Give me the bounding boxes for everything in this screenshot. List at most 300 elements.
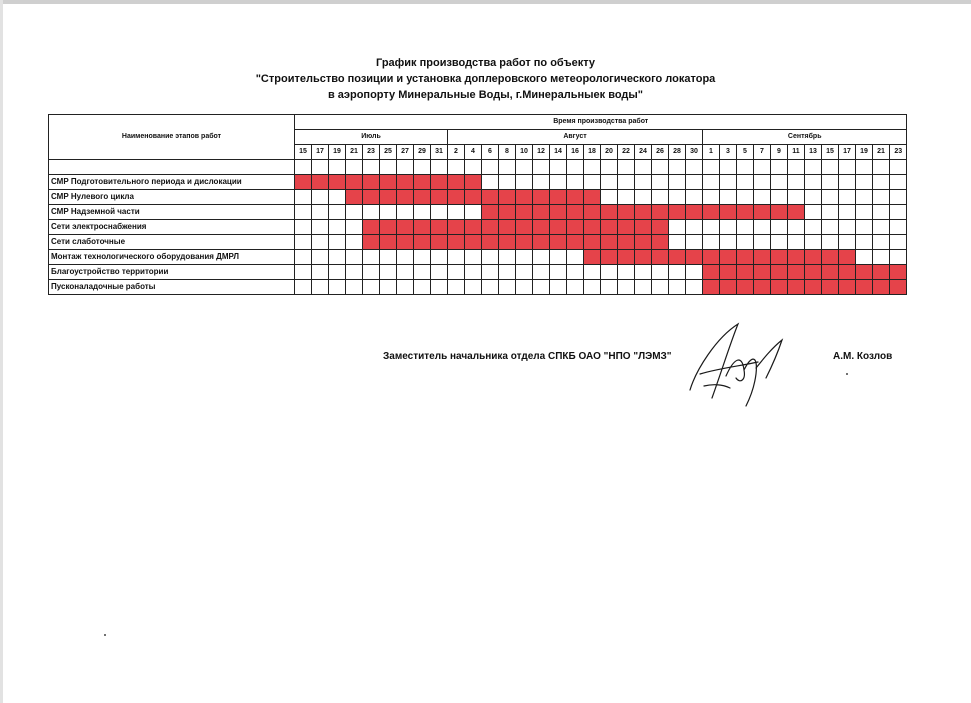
- gantt-empty-cell: [414, 205, 431, 220]
- gantt-empty-cell: [652, 280, 669, 295]
- gantt-bar-cell: [822, 250, 839, 265]
- gantt-empty-cell: [516, 280, 533, 295]
- handwritten-signature: [682, 318, 792, 410]
- gantt-bar-cell: [635, 235, 652, 250]
- scan-speck: [846, 373, 848, 375]
- gantt-empty-cell: [397, 280, 414, 295]
- gantt-bar-cell: [652, 220, 669, 235]
- day-header: 7: [754, 145, 771, 160]
- scan-edge-left: [0, 0, 3, 703]
- empty-cell: [703, 160, 720, 175]
- gantt-empty-cell: [669, 190, 686, 205]
- gantt-empty-cell: [686, 220, 703, 235]
- gantt-bar-cell: [567, 235, 584, 250]
- gantt-bar-cell: [465, 235, 482, 250]
- gantt-bar-cell: [414, 235, 431, 250]
- gantt-empty-cell: [465, 265, 482, 280]
- empty-cell: [737, 160, 754, 175]
- gantt-empty-cell: [414, 250, 431, 265]
- gantt-bar-cell: [414, 175, 431, 190]
- gantt-empty-cell: [584, 265, 601, 280]
- gantt-bar-cell: [550, 235, 567, 250]
- gantt-bar-cell: [652, 205, 669, 220]
- gantt-empty-cell: [363, 265, 380, 280]
- month-header: Август: [448, 130, 703, 145]
- gantt-bar-cell: [652, 250, 669, 265]
- gantt-empty-cell: [533, 175, 550, 190]
- gantt-empty-cell: [346, 280, 363, 295]
- gantt-empty-cell: [805, 175, 822, 190]
- gantt-empty-cell: [686, 190, 703, 205]
- gantt-bar-cell: [363, 190, 380, 205]
- gantt-empty-cell: [601, 190, 618, 205]
- gantt-bar-cell: [771, 205, 788, 220]
- gantt-empty-cell: [533, 280, 550, 295]
- gantt-bar-cell: [601, 250, 618, 265]
- gantt-bar-cell: [431, 175, 448, 190]
- gantt-empty-cell: [295, 220, 312, 235]
- stage-column-header: Наименование этапов работ: [49, 115, 295, 160]
- day-header: 21: [346, 145, 363, 160]
- stage-row: [49, 175, 907, 190]
- gantt-bar-cell: [873, 265, 890, 280]
- gantt-empty-cell: [312, 220, 329, 235]
- gantt-bar-cell: [788, 280, 805, 295]
- gantt-empty-cell: [346, 220, 363, 235]
- gantt-empty-cell: [703, 175, 720, 190]
- gantt-empty-cell: [839, 190, 856, 205]
- gantt-empty-cell: [873, 220, 890, 235]
- gantt-empty-cell: [295, 205, 312, 220]
- gantt-empty-cell: [363, 250, 380, 265]
- gantt-empty-cell: [499, 175, 516, 190]
- gantt-empty-cell: [805, 235, 822, 250]
- gantt-bar-cell: [873, 280, 890, 295]
- gantt-bar-cell: [771, 280, 788, 295]
- gantt-empty-cell: [754, 220, 771, 235]
- gantt-empty-cell: [771, 235, 788, 250]
- gantt-empty-cell: [363, 205, 380, 220]
- gantt-empty-cell: [550, 280, 567, 295]
- empty-cell: [635, 160, 652, 175]
- gantt-empty-cell: [703, 220, 720, 235]
- gantt-empty-cell: [465, 280, 482, 295]
- gantt-empty-cell: [499, 250, 516, 265]
- stage-row: [49, 280, 907, 295]
- gantt-empty-cell: [329, 250, 346, 265]
- gantt-empty-cell: [533, 265, 550, 280]
- stage-row: [49, 220, 907, 235]
- day-header: 31: [431, 145, 448, 160]
- gantt-bar-cell: [550, 190, 567, 205]
- gantt-empty-cell: [329, 220, 346, 235]
- gantt-empty-cell: [482, 175, 499, 190]
- gantt-empty-cell: [856, 220, 873, 235]
- gantt-bar-cell: [380, 175, 397, 190]
- gantt-bar-cell: [550, 205, 567, 220]
- gantt-empty-cell: [584, 280, 601, 295]
- gantt-empty-cell: [822, 235, 839, 250]
- gantt-bar-cell: [720, 250, 737, 265]
- gantt-bar-cell: [380, 190, 397, 205]
- gantt-bar-cell: [839, 250, 856, 265]
- day-header: 18: [584, 145, 601, 160]
- gantt-bar-cell: [567, 220, 584, 235]
- gantt-empty-cell: [584, 175, 601, 190]
- document-title-line-3: в аэропорту Минеральные Воды, г.Минеральныек воды": [327, 89, 644, 101]
- gantt-bar-cell: [669, 250, 686, 265]
- gantt-bar-cell: [737, 205, 754, 220]
- gantt-empty-cell: [567, 280, 584, 295]
- gantt-bar-cell: [312, 175, 329, 190]
- gantt-empty-cell: [329, 190, 346, 205]
- day-header: 21: [873, 145, 890, 160]
- gantt-empty-cell: [482, 250, 499, 265]
- stage-name: Монтаж технологического оборудования ДМРЛ: [49, 250, 295, 265]
- gantt-bar-cell: [635, 250, 652, 265]
- gantt-empty-cell: [516, 175, 533, 190]
- gantt-bar-cell: [584, 235, 601, 250]
- gantt-empty-cell: [822, 175, 839, 190]
- gantt-bar-cell: [567, 190, 584, 205]
- day-header: 19: [856, 145, 873, 160]
- gantt-empty-cell: [669, 175, 686, 190]
- gantt-empty-cell: [873, 175, 890, 190]
- gantt-empty-cell: [890, 205, 907, 220]
- day-header: 16: [567, 145, 584, 160]
- gantt-bar-cell: [822, 280, 839, 295]
- empty-cell: [873, 160, 890, 175]
- gantt-empty-cell: [601, 175, 618, 190]
- gantt-bar-cell: [669, 205, 686, 220]
- month-header: Июль: [295, 130, 448, 145]
- day-header: 12: [533, 145, 550, 160]
- empty-cell: [533, 160, 550, 175]
- day-header: 23: [890, 145, 907, 160]
- gantt-empty-cell: [312, 235, 329, 250]
- gantt-bar-cell: [856, 280, 873, 295]
- day-header: 11: [788, 145, 805, 160]
- document-title-line-2: "Строительство позиции и установка доплеровского метеорологического локатора: [255, 73, 716, 85]
- gantt-bar-cell: [618, 205, 635, 220]
- stage-name: Благоустройство территории: [49, 265, 295, 280]
- gantt-bar-cell: [516, 220, 533, 235]
- gantt-bar-cell: [771, 250, 788, 265]
- gantt-bar-cell: [822, 265, 839, 280]
- gantt-empty-cell: [856, 175, 873, 190]
- gantt-bar-cell: [533, 190, 550, 205]
- gantt-empty-cell: [873, 205, 890, 220]
- gantt-empty-cell: [295, 250, 312, 265]
- gantt-bar-cell: [448, 175, 465, 190]
- empty-cell: [346, 160, 363, 175]
- gantt-empty-cell: [686, 235, 703, 250]
- gantt-empty-cell: [839, 235, 856, 250]
- gantt-empty-cell: [890, 220, 907, 235]
- empty-cell: [482, 160, 499, 175]
- day-header: 30: [686, 145, 703, 160]
- gantt-bar-cell: [720, 280, 737, 295]
- gantt-empty-cell: [788, 220, 805, 235]
- gantt-empty-cell: [890, 190, 907, 205]
- gantt-empty-cell: [567, 265, 584, 280]
- day-header: 14: [550, 145, 567, 160]
- gantt-empty-cell: [686, 175, 703, 190]
- day-header: 2: [448, 145, 465, 160]
- gantt-empty-cell: [686, 280, 703, 295]
- gantt-empty-cell: [312, 250, 329, 265]
- gantt-empty-cell: [618, 175, 635, 190]
- day-header: 29: [414, 145, 431, 160]
- gantt-bar-cell: [686, 205, 703, 220]
- gantt-bar-cell: [703, 265, 720, 280]
- gantt-empty-cell: [329, 205, 346, 220]
- gantt-bar-cell: [397, 175, 414, 190]
- gantt-empty-cell: [873, 235, 890, 250]
- gantt-empty-cell: [669, 265, 686, 280]
- day-header: 5: [737, 145, 754, 160]
- gantt-empty-cell: [805, 190, 822, 205]
- gantt-bar-cell: [805, 265, 822, 280]
- gantt-bar-cell: [754, 250, 771, 265]
- gantt-empty-cell: [839, 220, 856, 235]
- gantt-empty-cell: [499, 280, 516, 295]
- gantt-empty-cell: [890, 250, 907, 265]
- empty-cell: [363, 160, 380, 175]
- gantt-bar-cell: [346, 190, 363, 205]
- gantt-bar-cell: [737, 265, 754, 280]
- gantt-empty-cell: [669, 235, 686, 250]
- gantt-empty-cell: [737, 220, 754, 235]
- gantt-empty-cell: [329, 265, 346, 280]
- empty-cell: [788, 160, 805, 175]
- gantt-bar-cell: [533, 205, 550, 220]
- gantt-bar-cell: [431, 190, 448, 205]
- gantt-bar-cell: [635, 220, 652, 235]
- gantt-empty-cell: [380, 250, 397, 265]
- empty-cell: [822, 160, 839, 175]
- empty-cell: [686, 160, 703, 175]
- gantt-empty-cell: [720, 175, 737, 190]
- gantt-bar-cell: [584, 205, 601, 220]
- stage-name: Сети электроснабжения: [49, 220, 295, 235]
- gantt-bar-cell: [465, 190, 482, 205]
- gantt-bar-cell: [346, 175, 363, 190]
- empty-cell: [618, 160, 635, 175]
- stage-name: Пусконаладочные работы: [49, 280, 295, 295]
- gantt-bar-cell: [601, 235, 618, 250]
- day-header: 15: [822, 145, 839, 160]
- gantt-empty-cell: [737, 235, 754, 250]
- stage-name: СМР Подготовительного периода и дислокации: [49, 175, 295, 190]
- gantt-bar-cell: [516, 205, 533, 220]
- gantt-bar-cell: [754, 205, 771, 220]
- gantt-bar-cell: [482, 205, 499, 220]
- gantt-bar-cell: [703, 205, 720, 220]
- gantt-bar-cell: [431, 235, 448, 250]
- stage-row: [49, 250, 907, 265]
- gantt-bar-cell: [703, 250, 720, 265]
- gantt-bar-cell: [363, 175, 380, 190]
- gantt-bar-cell: [363, 220, 380, 235]
- gantt-bar-cell: [550, 220, 567, 235]
- gantt-empty-cell: [618, 190, 635, 205]
- gantt-bar-cell: [448, 220, 465, 235]
- empty-cell: [567, 160, 584, 175]
- gantt-empty-cell: [788, 190, 805, 205]
- gantt-empty-cell: [465, 205, 482, 220]
- gantt-empty-cell: [550, 250, 567, 265]
- empty-cell: [754, 160, 771, 175]
- gantt-bar-cell: [431, 220, 448, 235]
- gantt-bar-cell: [754, 265, 771, 280]
- gantt-empty-cell: [346, 205, 363, 220]
- document-title-line-1: График производства работ по объекту: [376, 57, 595, 69]
- gantt-empty-cell: [754, 175, 771, 190]
- gantt-empty-cell: [856, 205, 873, 220]
- day-header: 25: [380, 145, 397, 160]
- gantt-bar-cell: [363, 235, 380, 250]
- gantt-bar-cell: [533, 220, 550, 235]
- gantt-empty-cell: [482, 265, 499, 280]
- empty-cell: [890, 160, 907, 175]
- signer-name: А.М. Козлов: [833, 351, 893, 362]
- gantt-empty-cell: [516, 250, 533, 265]
- gantt-empty-cell: [448, 265, 465, 280]
- empty-cell: [771, 160, 788, 175]
- gantt-bar-cell: [499, 190, 516, 205]
- day-header: 19: [329, 145, 346, 160]
- day-header: 22: [618, 145, 635, 160]
- gantt-empty-cell: [720, 190, 737, 205]
- empty-cell: [312, 160, 329, 175]
- day-header: 6: [482, 145, 499, 160]
- gantt-empty-cell: [516, 265, 533, 280]
- gantt-bar-cell: [482, 190, 499, 205]
- gantt-empty-cell: [771, 175, 788, 190]
- gantt-empty-cell: [431, 250, 448, 265]
- gantt-empty-cell: [312, 205, 329, 220]
- day-header: 4: [465, 145, 482, 160]
- gantt-bar-cell: [788, 205, 805, 220]
- gantt-empty-cell: [567, 250, 584, 265]
- gantt-bar-cell: [805, 280, 822, 295]
- gantt-empty-cell: [652, 190, 669, 205]
- empty-cell: [839, 160, 856, 175]
- gantt-bar-cell: [618, 220, 635, 235]
- gantt-empty-cell: [720, 220, 737, 235]
- month-header: Сентябрь: [703, 130, 907, 145]
- empty-cell: [601, 160, 618, 175]
- gantt-bar-cell: [788, 250, 805, 265]
- empty-cell: [550, 160, 567, 175]
- gantt-bar-cell: [397, 220, 414, 235]
- gantt-bar-cell: [380, 220, 397, 235]
- empty-cell: [499, 160, 516, 175]
- gantt-empty-cell: [856, 235, 873, 250]
- gantt-bar-cell: [448, 235, 465, 250]
- gantt-bar-cell: [754, 280, 771, 295]
- gantt-bar-cell: [482, 235, 499, 250]
- blank-row: [49, 160, 907, 175]
- gantt-empty-cell: [856, 190, 873, 205]
- gantt-empty-cell: [788, 235, 805, 250]
- gantt-bar-cell: [686, 250, 703, 265]
- gantt-empty-cell: [329, 280, 346, 295]
- gantt-empty-cell: [499, 265, 516, 280]
- signer-role: Заместитель начальника отдела СПКБ ОАО "НПО "ЛЭМЗ": [383, 351, 672, 362]
- gantt-empty-cell: [771, 220, 788, 235]
- day-header: 1: [703, 145, 720, 160]
- gantt-bar-cell: [839, 280, 856, 295]
- day-header: 13: [805, 145, 822, 160]
- gantt-empty-cell: [295, 190, 312, 205]
- gantt-bar-cell: [397, 235, 414, 250]
- gantt-bar-cell: [618, 250, 635, 265]
- gantt-schedule-table: [48, 114, 907, 295]
- day-header: 10: [516, 145, 533, 160]
- gantt-empty-cell: [567, 175, 584, 190]
- gantt-empty-cell: [669, 220, 686, 235]
- gantt-empty-cell: [533, 250, 550, 265]
- gantt-bar-cell: [516, 190, 533, 205]
- gantt-bar-cell: [584, 190, 601, 205]
- gantt-bar-cell: [890, 280, 907, 295]
- empty-cell: [329, 160, 346, 175]
- gantt-bar-cell: [805, 250, 822, 265]
- empty-cell: [295, 160, 312, 175]
- gantt-empty-cell: [737, 175, 754, 190]
- gantt-bar-cell: [601, 220, 618, 235]
- gantt-bar-cell: [295, 175, 312, 190]
- gantt-empty-cell: [635, 190, 652, 205]
- gantt-empty-cell: [431, 205, 448, 220]
- gantt-empty-cell: [397, 250, 414, 265]
- gantt-empty-cell: [805, 220, 822, 235]
- gantt-empty-cell: [312, 265, 329, 280]
- gantt-empty-cell: [652, 265, 669, 280]
- stage-name: Сети слаботочные: [49, 235, 295, 250]
- gantt-bar-cell: [499, 205, 516, 220]
- gantt-bar-cell: [329, 175, 346, 190]
- gantt-empty-cell: [839, 205, 856, 220]
- gantt-empty-cell: [329, 235, 346, 250]
- gantt-bar-cell: [499, 220, 516, 235]
- gantt-bar-cell: [414, 190, 431, 205]
- stage-row: [49, 265, 907, 280]
- stage-name: СМР Нулевого цикла: [49, 190, 295, 205]
- gantt-empty-cell: [669, 280, 686, 295]
- day-header: 27: [397, 145, 414, 160]
- gantt-bar-cell: [890, 265, 907, 280]
- gantt-bar-cell: [567, 205, 584, 220]
- gantt-bar-cell: [380, 235, 397, 250]
- gantt-empty-cell: [414, 265, 431, 280]
- gantt-empty-cell: [601, 280, 618, 295]
- gantt-empty-cell: [312, 190, 329, 205]
- gantt-empty-cell: [397, 265, 414, 280]
- gantt-empty-cell: [635, 265, 652, 280]
- gantt-empty-cell: [754, 235, 771, 250]
- gantt-bar-cell: [397, 190, 414, 205]
- day-header: 17: [312, 145, 329, 160]
- gantt-empty-cell: [295, 265, 312, 280]
- gantt-empty-cell: [346, 265, 363, 280]
- gantt-empty-cell: [618, 280, 635, 295]
- gantt-bar-cell: [839, 265, 856, 280]
- gantt-empty-cell: [788, 175, 805, 190]
- gantt-empty-cell: [873, 190, 890, 205]
